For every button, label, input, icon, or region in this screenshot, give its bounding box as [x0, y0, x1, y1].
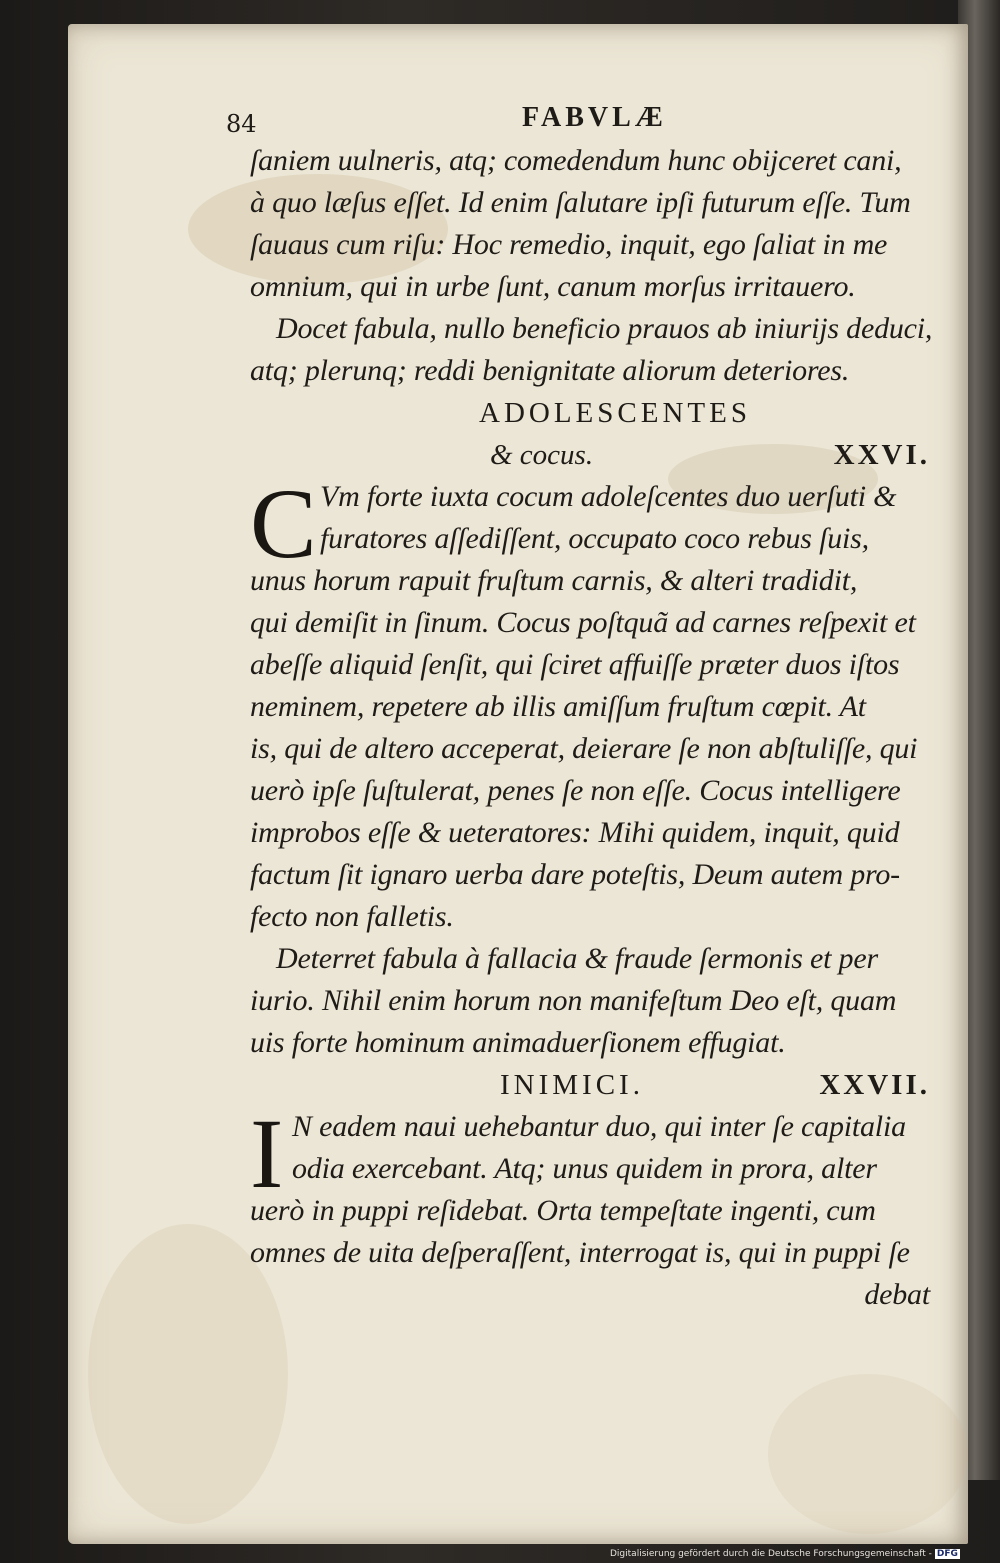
moral-line: atq; plerunq; reddi benignitate aliorum deteriores.	[250, 354, 850, 387]
fable-subtitle: & cocus.	[490, 439, 594, 471]
text-line: Vm forte iuxta cocum adoleſcentes duo uerſuti &	[320, 480, 897, 513]
paper-stain	[768, 1374, 968, 1534]
text-line: odia exercebant. Atq; unus quidem in prora, alter	[292, 1152, 877, 1185]
text-line: uerò in puppi reſidebat. Orta tempeſtate ingenti, cum	[250, 1194, 876, 1227]
text-line: neminem, repetere ab illis amiſſum fruſtum cœpit. At	[250, 690, 866, 723]
fable-title: ADOLESCENTES	[479, 397, 751, 429]
fable-number: XXVII.	[819, 1069, 930, 1101]
drop-cap: I	[250, 1098, 284, 1209]
moral-line: Docet fabula, nullo beneficio prauos ab iniurijs deduci,	[276, 312, 933, 345]
text-line: omnes de uita deſperaſſent, interrogat is, qui in puppi ſe	[250, 1236, 910, 1269]
text-line: N eadem naui uehebantur duo, qui inter ſe capitalia	[292, 1110, 906, 1143]
text-line: factum ſit ignaro uerba dare poteſtis, Deum autem pro-	[250, 858, 900, 891]
moral-line: iurio. Nihil enim horum non manifeſtum Deo eſt, quam	[250, 984, 897, 1017]
running-title: FABVLÆ	[522, 102, 667, 133]
text-line: fecto non falletis.	[250, 900, 454, 933]
text-line: improbos eſſe & ueteratores: Mihi quidem, inquit, quid	[250, 816, 900, 849]
fable-title: INIMICI.	[500, 1069, 644, 1101]
moral-line: uis forte hominum animaduerſionem effugiat.	[250, 1026, 786, 1059]
fable-26-body	[250, 468, 940, 1064]
fable-number: XXVI.	[833, 439, 930, 471]
digitization-credit	[610, 1549, 960, 1559]
page-number: 84	[226, 110, 257, 138]
text-line: abeſſe aliquid ſenſit, qui ſciret affuiſſe præter duos iſtos	[250, 648, 900, 681]
fable-25-ending	[250, 140, 940, 392]
text-line: ſaniem uulneris, atq; comedendum hunc obijceret cani,	[250, 144, 902, 177]
fable-heading-row	[250, 434, 940, 476]
page-text	[226, 100, 940, 1316]
catchword: debat	[864, 1278, 930, 1311]
fable-27-body	[250, 1098, 940, 1316]
page-header	[226, 100, 940, 140]
text-line: omnium, qui in urbe ſunt, canum morſus irritauero.	[250, 270, 856, 303]
text-line: unus horum rapuit fruſtum carnis, & alteri tradidit,	[250, 564, 858, 597]
text-line: ſauaus cum riſu: Hoc remedio, inquit, ego ſaliat in me	[250, 228, 888, 261]
text-line: is, qui de altero acceperat, deierare ſe non abſtuliſſe, qui	[250, 732, 918, 765]
text-line: furatores aſſediſſent, occupato coco rebus ſuis,	[320, 522, 869, 555]
moral-line: Deterret fabula à fallacia & fraude ſermonis et per	[276, 942, 878, 975]
text-line: uerò ipſe ſuſtulerat, penes ſe non eſſe. Cocus intelligere	[250, 774, 901, 807]
text-line: qui demiſit in ſinum. Cocus poſtquã ad carnes reſpexit et	[250, 606, 916, 639]
fable-heading-row	[250, 1064, 940, 1106]
credit-text: Digitalisierung gefördert durch die Deutsche Forschungsgemeinschaft -	[610, 1549, 932, 1559]
dfg-logo: DFG	[936, 1549, 958, 1559]
drop-cap: C	[250, 468, 317, 579]
text-line: à quo læſus eſſet. Id enim ſalutare ipſi futurum eſſe. Tum	[250, 186, 911, 219]
